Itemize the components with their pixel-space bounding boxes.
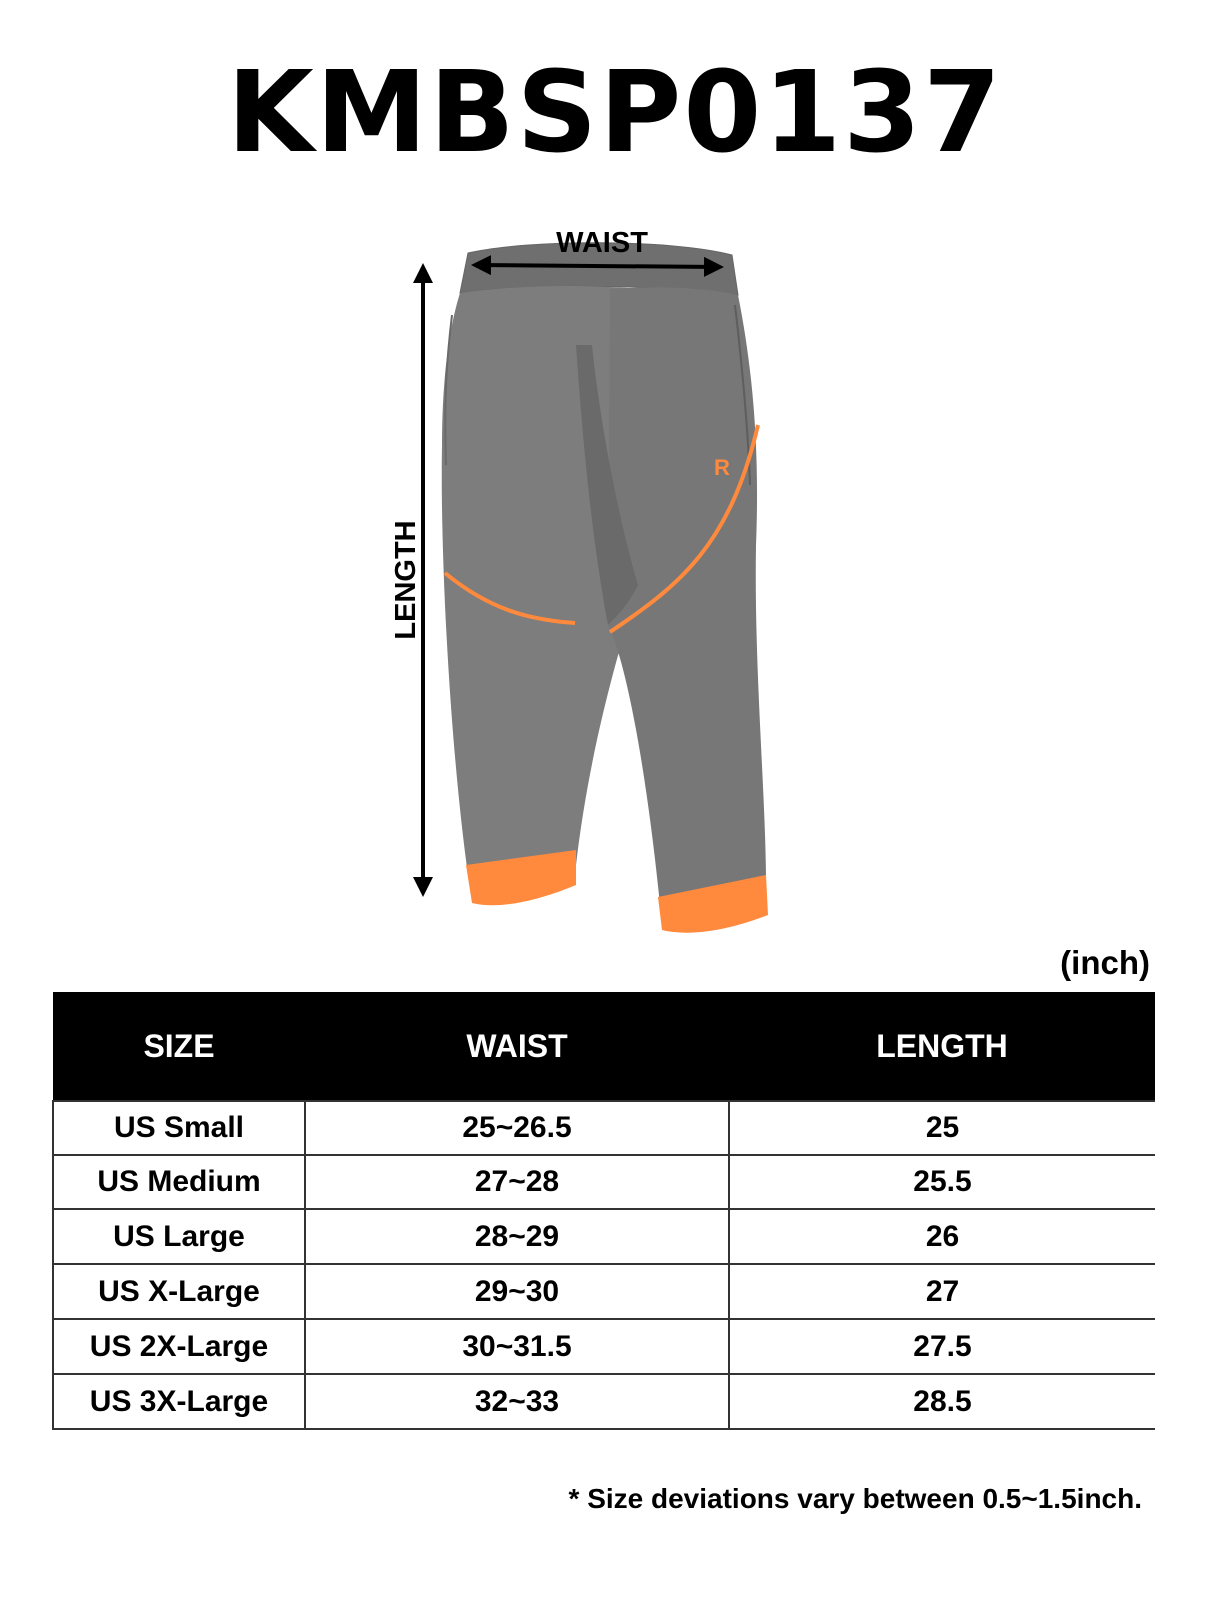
header-size: SIZE xyxy=(53,992,305,1101)
table-row xyxy=(53,1101,1155,1155)
pants-illustration xyxy=(380,225,800,955)
cell-length: 27 xyxy=(729,1264,1155,1319)
table-row xyxy=(53,1209,1155,1264)
table-row xyxy=(53,1155,1155,1209)
header-waist: WAIST xyxy=(305,992,729,1101)
cell-waist: 30~31.5 xyxy=(305,1319,729,1374)
table-row xyxy=(53,1264,1155,1319)
table-row xyxy=(53,1374,1155,1429)
cell-size: US X-Large xyxy=(53,1264,305,1319)
cell-length: 26 xyxy=(729,1209,1155,1264)
cell-length: 25 xyxy=(729,1101,1155,1155)
length-dimension-label: LENGTH xyxy=(390,520,422,640)
waist-arrow xyxy=(475,265,720,267)
waist-dimension-label: WAIST xyxy=(556,227,648,259)
unit-label: (inch) xyxy=(1060,944,1150,981)
cell-length: 27.5 xyxy=(729,1319,1155,1374)
table-header-row xyxy=(53,992,1155,1101)
cell-size: US 3X-Large xyxy=(53,1374,305,1429)
cell-size: US Small xyxy=(53,1101,305,1155)
cell-waist: 32~33 xyxy=(305,1374,729,1429)
pants-measurement-diagram xyxy=(380,225,800,955)
cell-waist: 28~29 xyxy=(305,1209,729,1264)
cell-size: US Medium xyxy=(53,1155,305,1209)
brand-logo: R xyxy=(714,455,730,480)
product-code-title: KMBSP0137 xyxy=(226,48,1004,178)
size-deviation-note: * Size deviations vary between 0.5~1.5inch. xyxy=(568,1483,1142,1514)
size-chart-table xyxy=(52,992,1155,1430)
cell-waist: 29~30 xyxy=(305,1264,729,1319)
cell-size: US 2X-Large xyxy=(53,1319,305,1374)
cell-size: US Large xyxy=(53,1209,305,1264)
cell-waist: 25~26.5 xyxy=(305,1101,729,1155)
cell-length: 25.5 xyxy=(729,1155,1155,1209)
table-row xyxy=(53,1319,1155,1374)
cell-waist: 27~28 xyxy=(305,1155,729,1209)
cell-length: 28.5 xyxy=(729,1374,1155,1429)
pants-icon xyxy=(442,243,768,933)
header-length: LENGTH xyxy=(729,992,1155,1101)
